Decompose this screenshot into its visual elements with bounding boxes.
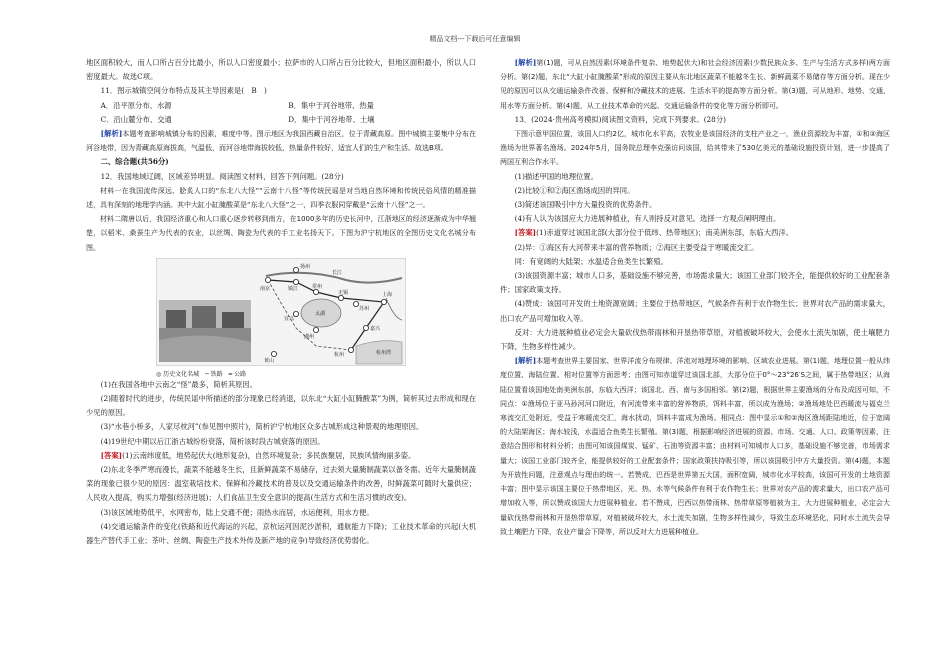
map-label: 常州 bbox=[312, 283, 323, 290]
map-label: 扬州 bbox=[300, 263, 311, 270]
question-11-explanation: [解析]本题考查影响城镇分布的因素，难度中等。图示地区为我国西藏自治区，位于青藏高原。图中城镇主要集中分布在河谷地带，因为青藏高原海拔高，气温低，而河谷地带海拔较低，热量条件较好，适宜人们的生产和生活。故选B项。 bbox=[86, 129, 477, 153]
explanation-tag: [解析] bbox=[100, 129, 123, 139]
map-label: 无锡 bbox=[338, 289, 349, 296]
map-label: 镇江 bbox=[288, 285, 299, 292]
answer-12-2: (2)东北冬季严寒而漫长，蔬菜不能越冬生长，且新鲜蔬菜不易储存，过去须大量腌制蔬菜以备冬需。近年大量腌制蔬菜的现象已很少见的原因：温室栽培技术、保鲜和冷藏技术的普及以及交通运输条件的改善，时鲜蔬菜可随时大量供应；人民收入提高，购买力增强(经济进展)；人们食品卫生安全意识的提高(生活方式和生活习惯的改变)。 bbox=[86, 465, 476, 503]
city-marker-suzhou bbox=[353, 301, 358, 306]
answer-tag: [答案] bbox=[514, 228, 537, 238]
question-12-1: (1)在我国各地中云南之“怪”最多，简析其原因。 bbox=[100, 379, 258, 389]
answer-13-2-diff: (2)异：①海区有大河带来丰富的营养物质；②海区主要受益于寒暖流交汇。 bbox=[514, 242, 759, 252]
left-column bbox=[86, 56, 476, 548]
city-marker-hangzhou bbox=[348, 347, 353, 352]
map-label: 杭州湾 bbox=[376, 349, 392, 356]
city-marker-changzhou bbox=[313, 289, 318, 294]
city-marker-nanjing bbox=[265, 277, 270, 282]
city-marker-zhenjiang bbox=[293, 279, 298, 284]
map-legend: ◎ 历史文化名城 ─ 铁路 ━ 公路 bbox=[156, 371, 247, 379]
question-13-material: 下图示意甲国位置，该国人口约2亿，城市化水平高，农牧业是该国经济的支柱产业之一，渔业资源较为丰富，①和②海区渔场为世界著名渔场。2024年5月，国务院总理李克强访问该国，给其带来了530亿美元的基础设施投资计划，进一步提高了两国互利合作水平。 bbox=[500, 130, 890, 167]
page-header: 精品文档---下载后可任意编辑 bbox=[429, 35, 521, 43]
map-figure bbox=[156, 258, 406, 366]
map-label: 上海 bbox=[382, 291, 393, 298]
section-title: 二、综合题(共56分) bbox=[100, 157, 169, 167]
option-b: B．集中于河谷地带、热量 bbox=[288, 100, 374, 110]
option-a: A．沿平原分布、水源 bbox=[100, 100, 172, 110]
option-d: D．集中于河谷地带、土壤 bbox=[288, 114, 375, 124]
question-11: 11．图示城镇空间分布特点及其主导因素是( B ) bbox=[100, 86, 267, 96]
material-1: 材料一在我国流传深远、脍炙人口的“东北八大怪”“云南十八怪”等传统民谣是对当地自然环境和传统民俗风情的精准描述，具有深刻的地理学内涵。其中大缸小缸腌酸菜是“东北八大怪”之一，四季衣服同穿戴是“云南十八怪”之一。 bbox=[86, 186, 476, 210]
answer-13-1: [答案](1)赤道穿过该国北部(大部分位于低纬、热带地区)；南美洲东部，东临大西洋。 bbox=[514, 228, 793, 238]
question-12-4: (4)19世纪中期以后江浙古城纷纷衰落，简析该时段古城衰落的原因。 bbox=[100, 436, 325, 446]
map-label: 宜兴 bbox=[284, 315, 295, 322]
answer-tag: [答案] bbox=[100, 450, 123, 460]
city-marker-jiaxing bbox=[363, 325, 368, 330]
question-13-4: (4)有人认为该国应大力进展种植业，有人则持反对意见。选择一方观点阐明理由。 bbox=[514, 214, 781, 224]
answer-12-3: (3)该区域地势低平，水网密布，陆上交通不便；雨热水而居，水运便利，用水方便。 bbox=[100, 507, 374, 517]
material-2: 材料二隋唐以后，我国经济重心和人口重心逐步转移到南方，在1000多年的历史长河中，江浙地区的经济逐渐成为中华翘楚，以稻米、桑蚕生产为代表的农业，以丝绸、陶瓷为代表的手工业名扬天下。下图为沪宁杭地区的全图历史文化名城分布图。 bbox=[86, 215, 476, 252]
city-marker-shanghai bbox=[381, 299, 386, 304]
map-label: 南京 bbox=[260, 285, 271, 292]
answer-13-2-same: 同：有宽阔的大陆架；水温适合鱼类生长繁殖。 bbox=[514, 256, 668, 266]
q10-explanation-tail: 地区面积较大，而人口所占百分比最小，所以人口密度最小；拉萨市的人口所占百分比较大，但地区面积最小，所以人口密度最大。故选C项。 bbox=[86, 58, 476, 82]
answer-12-1: [答案](1)云南纬度低，地势起伏大(地形复杂)，自然环境复杂；多民族聚居，民族风情绚丽多姿。 bbox=[100, 450, 416, 460]
question-13: 13．(2024·贵州高考模拟)阅读图文资料，完成下列要求。(28分) bbox=[514, 114, 726, 124]
map-label: 黄山 bbox=[264, 357, 275, 364]
map-label: 长江 bbox=[332, 269, 343, 276]
map-label: 湖州 bbox=[304, 333, 315, 340]
city-marker-yixing bbox=[293, 311, 298, 316]
city-marker-huzhou bbox=[313, 327, 318, 332]
answer-13-4-against: 反对：大力进展种植业必定会大量砍伐热带雨林和开垦热带草原，对植被破坏较大，会使水土流失加剧，使土壤肥力下降，生物多样性减少。 bbox=[500, 327, 890, 352]
question-12: 12．我国地域辽阔，区域差异明显。阅读图文材料，回答下列问题。(28分) bbox=[100, 171, 344, 181]
map-label: 苏州 bbox=[359, 305, 370, 312]
question-12-explanation: [解析]第(1)题，可从自然因素(环境条件复杂、地势起伏大)和社会经济因素(少数民族众多、生产与生活方式多样)两方面分析。第(2)题，东北“大缸小缸腌酸菜”形成的原因主要从东北地区蔬菜不能越冬生长、新鲜蔬菜不易储存等方面分析。现在少见的原因可以从交通运输条件改善、保鲜和冷藏技术的进展、生活水平的提高等方面分析。第(3)题，可从地形、地势、交通、用水等方面分析。第(4)题，从工业技术革命的兴起、交通运输条件的变化等方面分析即可。 bbox=[500, 58, 891, 110]
city-marker-wuxi bbox=[338, 295, 343, 300]
city-marker-yangzhou bbox=[293, 267, 298, 272]
map-label: 太湖 bbox=[315, 310, 326, 317]
answer-12-4: (4)交通运输条件的变化(铁路和近代海运的兴起，京杭运河因泥沙淤积，通航能力下降)；工业技术革命的兴起(大机器生产替代手工业；茶叶、丝绸、陶瓷生产技术外传及新产地的竞争)导致经济优势弱化。 bbox=[86, 521, 476, 546]
answer-13-3: (3)该国资源丰富；城市人口多，基础设施不够完善，市场需求量大；该国工业部门较齐全，能提供较好的工业配套条件；国家政策支持。 bbox=[500, 271, 890, 295]
answer-13-4-for: (4)赞成：该国可开发的土地资源宽阔；主要位于热带地区，气候条件有利于农作物生长；世界对农产品的需求量大，出口农产品可增加收入等。 bbox=[500, 299, 890, 323]
question-13-explanation: [解析]本题考查世界主要国家、世界洋流分布规律、洋流对地理环境的影响、区域农业进展。第(1)题，地理位置一般从纬度位置、海陆位置、相对位置等方面思考；由图可知赤道穿过该国北部，大部分位于0°～23°26′S之间，属于热带地区；从海陆位置看该国地处南美洲东部，东临大西洋；该国北、西、南与多国相邻。第(2)题，根据世界主要渔场的分布及成因可知，不同点：①渔场位于亚马孙河河口附近，有河流带来丰富的营养物质，饵料丰富，所以成为渔场；②渔场地处巴西暖流与福克兰寒流交汇处附近，受益于寒暖流交汇，海水扰动，饵料丰富成为渔场。相同点：图中显示①和②海区渔场距陆地近，位于宽阔的大陆架海区；海水较浅，水温适合鱼类生长繁殖。第(3)题，根据影响经济进展的资源、市场、交通、人口、政策等因素，注意结合图形和材料分析；由图可知该国煤炭、锰矿、石油等资源丰富；由材料可知城市人口多，基础设施不够完善，市场需求量大；该国工业部门较齐全，能提供较好的工业配套条件；国家政策扶持吸引等，所以该国吸引中方大量投资。第(4)题，本题为开放性问题，注意观点与理由的统一。若赞成，巴西是世界第五大国，面积宽阔，城市化水平较高，该国可开发的土地资源丰富；图中显示该国主要位于热带地区，光、热、水等气候条件有利于农作物生长；世界对农产品的需求量大，出口农产品可增加收入等，所以赞成该国大力进展种植业。若不赞成，巴西以热带雨林、热带草原等植被为主，大力进展种植业，必定会大量砍伐热带雨林和开垦热带草原，对植被破坏较大，水土流失加剧，生物多样性减少，导致生态环境恶化，同时水土流失会导致土壤肥力下降，农业产量会下降等，所以反对大力进展种植业。 bbox=[500, 356, 890, 536]
map-label: 杭州 bbox=[334, 351, 345, 358]
question-13-2: (2)比较①和②海区渔场成因的异同。 bbox=[514, 185, 635, 195]
option-c: C．沿山麓分布、交通 bbox=[100, 114, 172, 124]
historic-cities-map bbox=[156, 258, 406, 379]
question-11-options bbox=[101, 99, 476, 127]
question-13-1: (1)描述甲国的地理位置。 bbox=[514, 171, 598, 181]
explanation-tag: [解析] bbox=[514, 356, 537, 366]
city-marker-huangshan bbox=[271, 351, 276, 356]
question-12-2: (2)随着时代的进步，传统民谣中所描述的部分现象已经消退，以东北“大缸小缸腌酸菜”为例，简析其过去形成和现在少见的原因。 bbox=[86, 394, 476, 418]
question-13-3: (3)简述该国吸引中方大量投资的优势条件。 bbox=[514, 200, 657, 210]
question-12-3: (3)“水巷小桥多，人家尽枕河”(参见图中照片)，简析沪宁杭地区众多古城形成这种景观的地理原因。 bbox=[100, 422, 424, 432]
map-label: 嘉兴 bbox=[370, 325, 381, 332]
right-column bbox=[500, 56, 890, 539]
explanation-tag: [解析] bbox=[514, 58, 537, 67]
